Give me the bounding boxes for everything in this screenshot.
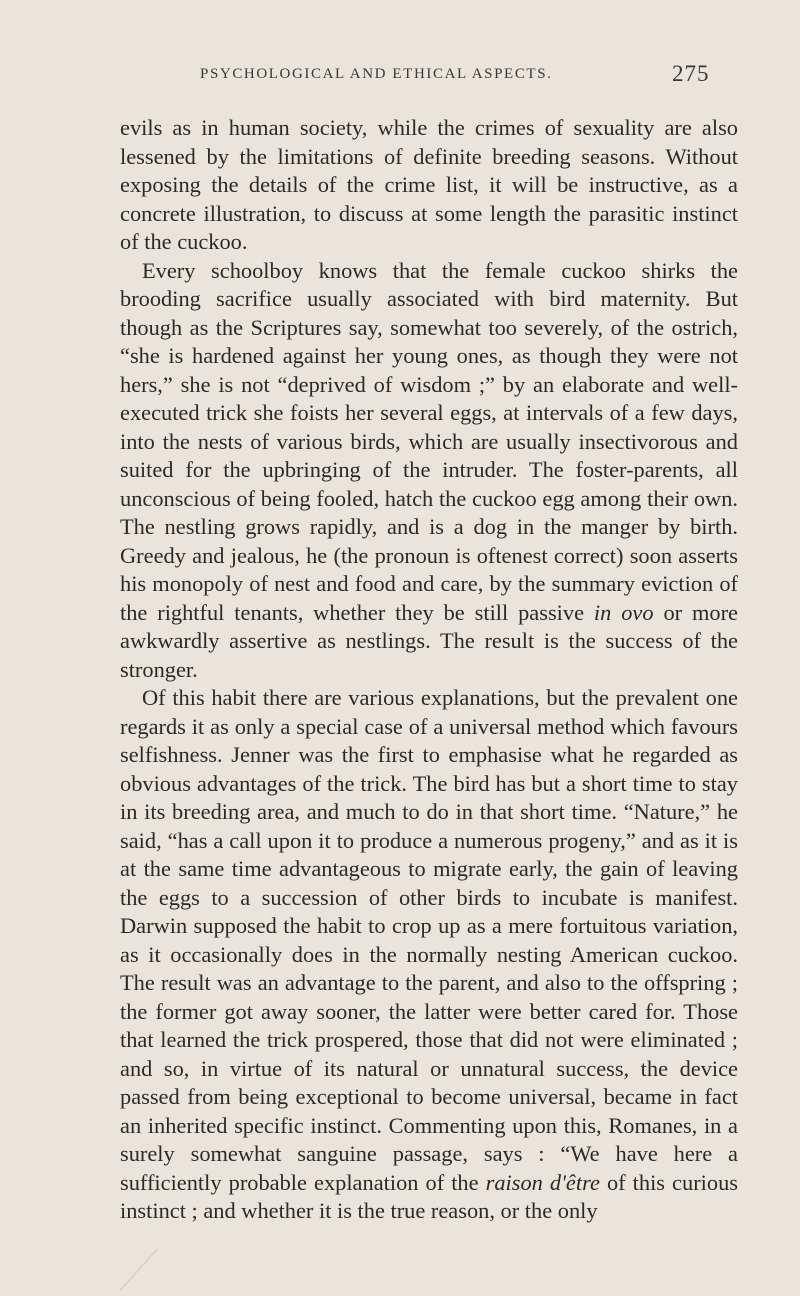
paragraph-text: Every schoolboy knows that the female cuckoo shirks the brooding sacrifice usually associated with bird maternity. But though as the Scriptures say, somewhat too severely, of the ostrich, “she is hardened against her young ones, as though they were not hers,” she is not “deprived of wisdom ;” by an elaborate and well-executed trick she foists her several eggs, at intervals of a few days, into the nests of various birds, which are usually insectivorous and suited for the upbringing of the intruder. The foster-parents, all unconscious of being fooled, hatch the cuckoo egg among their own. The nestling grows rapidly, and is a dog in the manger by birth. Greedy and jealous, he (the pronoun is oftenest correct) soon asserts his monopoly of nest and food and care, by the summary eviction of the rightful tenants, whether they be still passive bbox=[120, 257, 738, 625]
paragraph-explanations bbox=[120, 684, 738, 1226]
page-number: 275 bbox=[672, 61, 710, 86]
paragraph-continued bbox=[120, 114, 738, 257]
body-text bbox=[120, 114, 738, 1226]
paragraph-text: evils as in human society, while the crimes of sexuality are also lessened by the limitations of definite breeding seasons. Without exposing the details of the crime list, it will be instructive, as a concrete illustration, to discuss at some length the parasitic instinct of the cuckoo. bbox=[120, 115, 738, 254]
paragraph-cuckoo-trick bbox=[120, 257, 738, 685]
running-head bbox=[0, 61, 800, 96]
italic-phrase: raison d'être bbox=[485, 1169, 600, 1195]
running-title: PSYCHOLOGICAL AND ETHICAL ASPECTS. bbox=[200, 66, 553, 82]
italic-phrase: in ovo bbox=[593, 599, 654, 625]
paragraph-text: Of this habit there are various explanations, but the prevalent one regards it as only a special case of a universal method which favours selfishness. Jenner was the first to emphasise what he regarded as obvious advantages of the trick. The bird has but a short time to stay in its breeding area, and much to do in that short time. “Nature,” he said, “has a call upon it to produce a numerous progeny,” and as it is at the same time advantageous to migrate early, the gain of leaving the eggs to a succession of other birds to incubate is manifest. Darwin supposed the habit to crop up as a mere fortuitous variation, as it occasionally does in the normally nesting American cuckoo. The result was an advantage to the parent, and also to the offspring ; the former got away sooner, the latter were better cared for. Those that learned the trick prospered, those that did not were eliminated ; and so, in virtue of its natural or unnatural success, the device passed from being exceptional to become universal, became in fact an inherited specific instinct. Commenting upon this, Romanes, in a surely somewhat sanguine passage, says : “We have here a sufficiently probable explanation of the bbox=[120, 685, 738, 1195]
scan-artifact-line bbox=[120, 1249, 158, 1291]
paragraph-text: or more awkwardly assertive as nestlings. The result is the success of the stronger. bbox=[120, 599, 738, 682]
paragraph-text: of this curious instinct ; and whether it is the true reason, or the only bbox=[120, 1169, 738, 1223]
